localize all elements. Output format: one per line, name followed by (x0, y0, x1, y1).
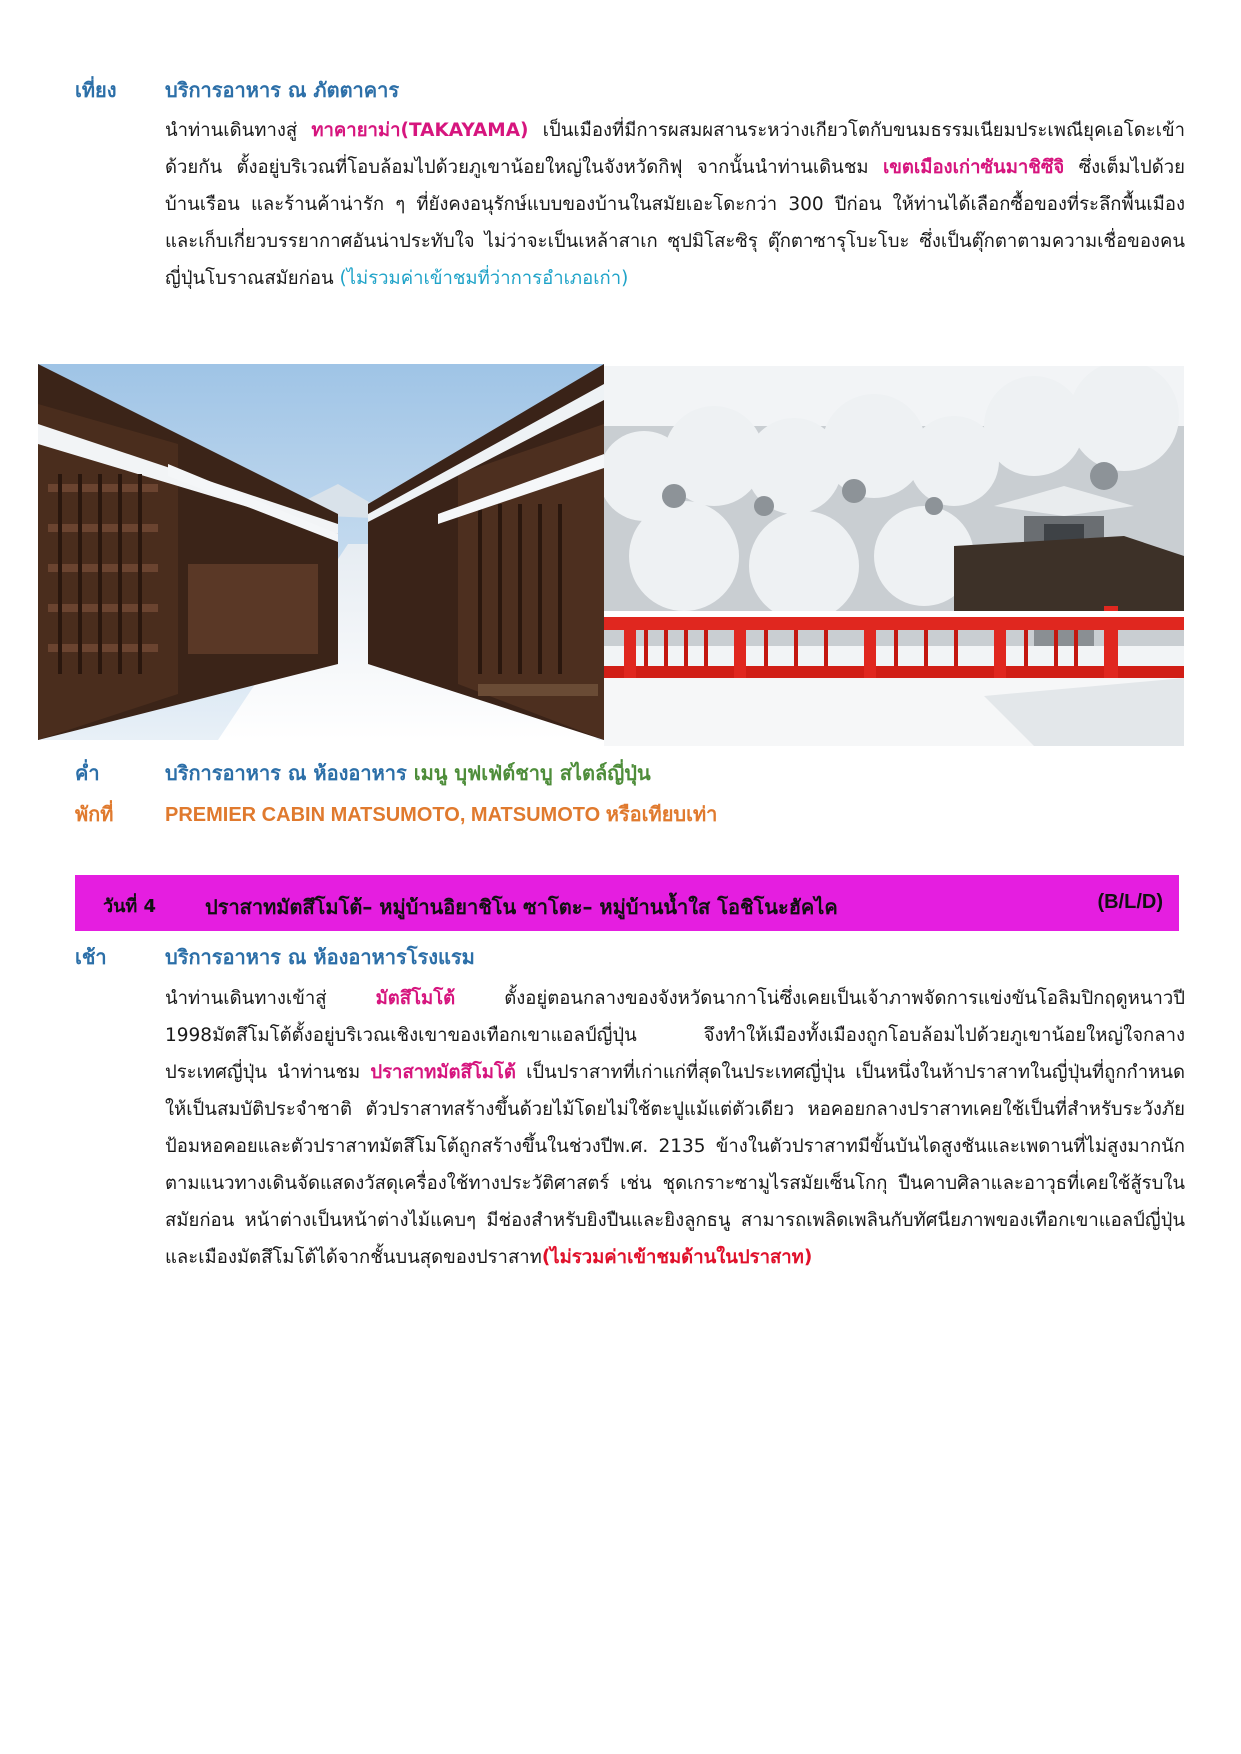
sanmachi-highlight: เขตเมืองเก่าซันมาชิซึจิ (882, 157, 1065, 178)
matsumoto-text-1: นำท่านเดินทางเข้าสู่ (165, 988, 376, 1009)
day-title: ปราสาทมัตสึโมโต้– หมู่บ้านอิยาชิโน ซาโตะ– หมู่บ้านน้ำใส โอชิโนะฮัคไค (205, 895, 838, 919)
takayama-highlight: ทาคายาม่า(TAKAYAMA) (311, 120, 529, 141)
day-number: วันที่ 4 (103, 896, 157, 917)
dinner-label: ค่ำ (75, 761, 100, 785)
hotel-label: พักที่ (75, 802, 114, 826)
matsumoto-highlight: มัตสึโมโต้ (375, 988, 456, 1009)
dinner-heading-line (165, 757, 651, 789)
snowy-old-town-street-photo (38, 364, 604, 740)
dinner-menu: เมนู บุฟเฟ่ต์ชาบู สไตล์ญี่ปุ่น (413, 761, 651, 785)
takayama-text-3: ซึ่งเต็มไปด้วยบ้านเรือน และร้านค้าน่ารัก ๆ ที่ยังคงอนุรักษ์แบบของบ้านในสมัยเอะโดะกว่า 300 ปีก่อน ให้ท่านได้เลือกซื้อของที่ระลึกพื้นเมืองและเก็บเกี่ยวบรรยากาศอันน่าประทับใจ ไม่ว่าจะเป็นเหล้าสาเก ซุปมิโสะซิรุ ตุ๊กตาซารุโบะโบะ ซึ่งเป็นตุ๊กตาตามความเชื่อของคนญี่ปุ่นโบราณสมัยก่อน (165, 157, 1185, 289)
lunch-label: เที่ยง (75, 78, 117, 102)
matsumoto-note: (ไม่รวมค่าเข้าชมด้านในปราสาท) (541, 1247, 813, 1268)
day-meals: (B/L/D) (1097, 891, 1163, 913)
takayama-paragraph (165, 112, 1185, 297)
dinner-heading: บริการอาหาร ณ ห้องอาหาร (165, 761, 407, 785)
takayama-text-2: เป็นเมืองที่มีการผสมผสานระหว่างเกียวโตกับขนมธรรมเนียมประเพณียุคเอโดะเข้าด้วยกัน ตั้งอยู่บริเวณที่โอบล้อมไปด้วยภูเขาน้อยใหญ่ในจังหวัดกิฟุ จากนั้นนำท่านเดินชม (165, 120, 1185, 178)
day-4-banner (75, 875, 1179, 931)
takayama-text-1: นำท่านเดินทางสู่ (165, 120, 312, 141)
matsumoto-text-2: ตั้งอยู่ตอนกลางของจังหวัดนากาโน่ซึ่งเคยเป็นเจ้าภาพจัดการแข่งขันโอลิมปิกฤดูหนาวปี 1998มัตสึโมโต้ตั้งอยู่บริเวณเชิงเขาของเทือกเขาแอลป์ญี่ปุ่น จึงทำให้เมืองทั้งเมืองถูกโอบล้อมไปด้วยภูเขาน้อยใหญ่ใจกลางประเทศญี่ปุ่น นำท่านชม (165, 988, 1185, 1083)
lunch-heading: บริการอาหาร ณ ภัตตาคาร (165, 78, 400, 102)
hotel-name: PREMIER CABIN MATSUMOTO, MATSUMOTO (165, 804, 601, 826)
matsumoto-text-3: เป็นปราสาทที่เก่าแก่ที่สุดในประเทศญี่ปุ่น เป็นหนึ่งในห้าปราสาทในญี่ปุ่นที่ถูกกำหนดให้เป็นสมบัติประจำชาติ ตัวปราสาทสร้างขึ้นด้วยไม้โดยไม่ใช้ตะปูแม้แต่ตัวเดียว หอคอยกลางปราสาทเคยใช้เป็นที่สำหรับระวังภัย ป้อมหอคอยและตัวปราสาทมัตสึโมโต้ถูกสร้างขึ้นในช่วงปีพ.ศ. 2135 ข้างในตัวปราสาทมีขั้นบันไดสูงชันและเพดานที่ไม่สูงมากนัก ตามแนวทางเดินจัดแสดงวัสดุเครื่องใช้ทางประวัติศาสตร์ เช่น ชุดเกราะซามูไรสมัยเซ็นโกกุ ปืนคาบศิลาและอาวุธที่เคยใช้สู้รบในสมัยก่อน หน้าต่างเป็นหน้าต่างไม้แคบๆ มีช่องสำหรับยิงปืนและยิงลูกธนู สามารถเพลิดเพลินกับทัศนียภาพของเทือกเขาแอลป์ญี่ปุ่นและเมืองมัตสึโมโต้ได้จากชั้นบนสุดของปราสาท (165, 1062, 1185, 1268)
hotel-suffix: หรือเทียบเท่า (600, 804, 718, 826)
breakfast-heading: บริการอาหาร ณ ห้องอาหารโรงแรม (165, 945, 475, 969)
takayama-note: (ไม่รวมค่าเข้าชมที่ว่าการอำเภอเก่า) (339, 268, 629, 289)
breakfast-label: เช้า (75, 945, 107, 969)
snowy-red-bridge-lantern-photo (604, 366, 1184, 746)
matsumoto-castle-highlight: ปราสาทมัตสึโมโต้ (370, 1062, 516, 1083)
hotel-line (165, 798, 717, 830)
matsumoto-paragraph (165, 980, 1185, 1276)
